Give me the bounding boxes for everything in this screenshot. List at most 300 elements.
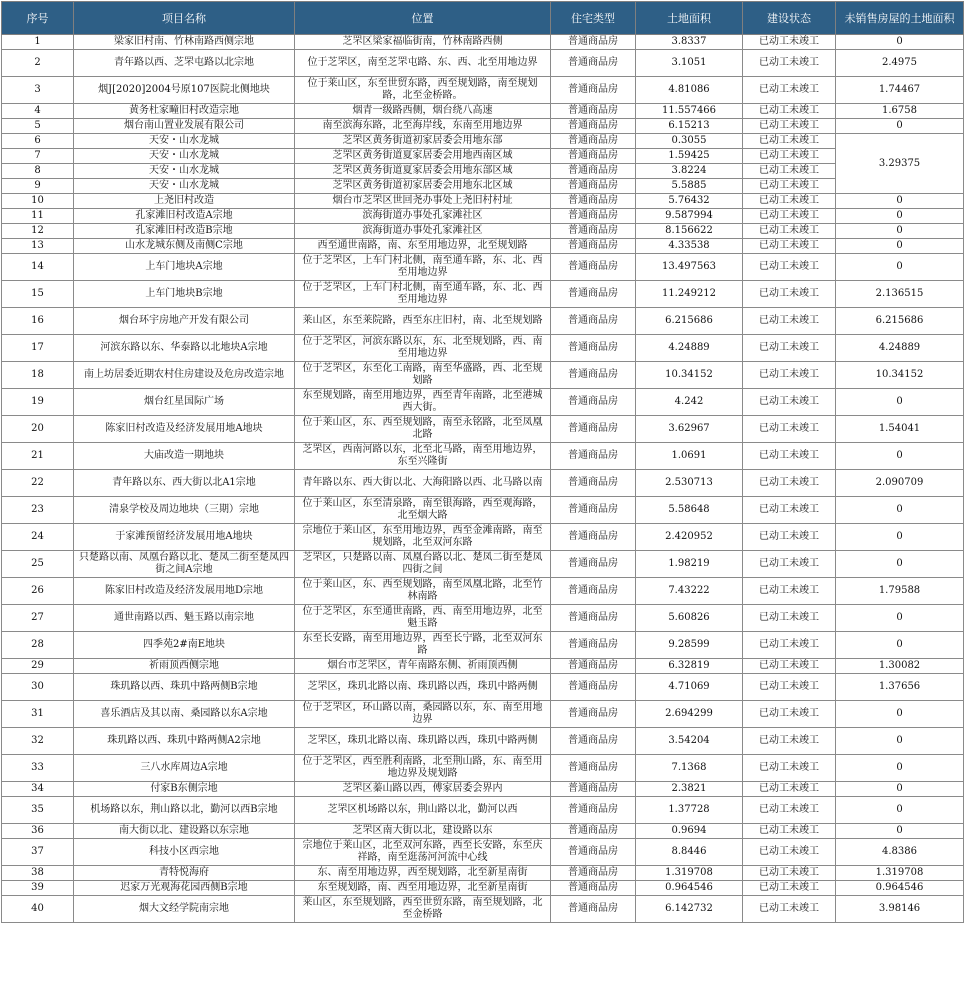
cell-type: 普通商品房	[551, 701, 636, 728]
cell-unsold: 0	[836, 443, 964, 470]
cell-no: 10	[2, 194, 74, 209]
cell-name: 黄务杜家疃旧村改造宗地	[74, 104, 295, 119]
cell-status: 已动工未竣工	[743, 824, 836, 839]
cell-area: 2.530713	[636, 470, 743, 497]
cell-unsold: 0	[836, 755, 964, 782]
cell-no: 20	[2, 416, 74, 443]
table-row	[2, 362, 964, 389]
cell-status: 已动工未竣工	[743, 179, 836, 194]
cell-type: 普通商品房	[551, 497, 636, 524]
cell-area: 13.497563	[636, 254, 743, 281]
cell-name: 四季苑2#南E地块	[74, 632, 295, 659]
cell-area: 2.694299	[636, 701, 743, 728]
cell-type: 普通商品房	[551, 254, 636, 281]
cell-area: 3.62967	[636, 416, 743, 443]
cell-area: 1.319708	[636, 866, 743, 881]
cell-type: 普通商品房	[551, 824, 636, 839]
cell-type: 普通商品房	[551, 839, 636, 866]
cell-type: 普通商品房	[551, 119, 636, 134]
cell-location: 位于莱山区，东、西至规划路，南至凤凰北路，北至竹林南路	[295, 578, 551, 605]
cell-location: 位于莱山区，东、西至规划路，南至永铭路，北至凤凰北路	[295, 416, 551, 443]
header-area: 土地面积	[636, 2, 743, 35]
header-no: 序号	[2, 2, 74, 35]
cell-unsold: 0	[836, 782, 964, 797]
cell-name: 山水龙城东侧及南侧C宗地	[74, 239, 295, 254]
cell-no: 28	[2, 632, 74, 659]
cell-area: 5.58648	[636, 497, 743, 524]
header-name: 项目名称	[74, 2, 295, 35]
cell-no: 6	[2, 134, 74, 149]
cell-status: 已动工未竣工	[743, 470, 836, 497]
cell-name: 南大街以北、建设路以东宗地	[74, 824, 295, 839]
table-row	[2, 497, 964, 524]
cell-area: 1.0691	[636, 443, 743, 470]
cell-no: 39	[2, 881, 74, 896]
cell-type: 普通商品房	[551, 239, 636, 254]
cell-area: 8.8446	[636, 839, 743, 866]
table-row	[2, 50, 964, 77]
cell-no: 37	[2, 839, 74, 866]
cell-no: 35	[2, 797, 74, 824]
cell-location: 莱山区，东至规划路，西至世贸东路，南至规划路，北至金桥路	[295, 896, 551, 923]
table-row	[2, 308, 964, 335]
cell-name: 大庙改造一期地块	[74, 443, 295, 470]
cell-name: 科技小区西宗地	[74, 839, 295, 866]
cell-location: 滨海街道办事处孔家滩社区	[295, 224, 551, 239]
table-row	[2, 578, 964, 605]
cell-location: 东至长安路，南至用地边界，西至长宁路，北至双河东路	[295, 632, 551, 659]
cell-no: 17	[2, 335, 74, 362]
cell-area: 1.98219	[636, 551, 743, 578]
cell-no: 25	[2, 551, 74, 578]
cell-name: 天安・山水龙城	[74, 149, 295, 164]
cell-area: 0.964546	[636, 881, 743, 896]
table-row	[2, 605, 964, 632]
cell-no: 14	[2, 254, 74, 281]
table-row	[2, 782, 964, 797]
cell-type: 普通商品房	[551, 209, 636, 224]
cell-unsold: 0	[836, 194, 964, 209]
cell-no: 2	[2, 50, 74, 77]
cell-unsold: 0.964546	[836, 881, 964, 896]
cell-status: 已动工未竣工	[743, 866, 836, 881]
cell-name: 上车门地块B宗地	[74, 281, 295, 308]
cell-unsold: 10.34152	[836, 362, 964, 389]
table-row	[2, 443, 964, 470]
cell-status: 已动工未竣工	[743, 35, 836, 50]
cell-type: 普通商品房	[551, 77, 636, 104]
table-row	[2, 164, 964, 179]
cell-area: 5.5885	[636, 179, 743, 194]
cell-type: 普通商品房	[551, 896, 636, 923]
cell-location: 位于芝罘区，南至芝罘屯路、东、西、北至用地边界	[295, 50, 551, 77]
cell-name: 天安・山水龙城	[74, 164, 295, 179]
cell-status: 已动工未竣工	[743, 896, 836, 923]
cell-type: 普通商品房	[551, 443, 636, 470]
table-row	[2, 119, 964, 134]
cell-no: 30	[2, 674, 74, 701]
cell-name: 珠玑路以西、珠玑中路两侧B宗地	[74, 674, 295, 701]
cell-location: 位于芝罘区，环山路以南，桑园路以东，东、南至用地边界	[295, 701, 551, 728]
cell-type: 普通商品房	[551, 674, 636, 701]
cell-location: 位于芝罘区，东至化工南路，南至华盛路，西、北至规划路	[295, 362, 551, 389]
cell-area: 4.71069	[636, 674, 743, 701]
cell-location: 位于芝罘区，河滨东路以东，东、北至规划路，西、南至用地边界	[295, 335, 551, 362]
header-location: 位置	[295, 2, 551, 35]
cell-type: 普通商品房	[551, 755, 636, 782]
cell-name: 烟台红星国际广场	[74, 389, 295, 416]
cell-status: 已动工未竣工	[743, 839, 836, 866]
cell-no: 34	[2, 782, 74, 797]
cell-unsold: 3.98146	[836, 896, 964, 923]
cell-name: 迟家万光观海花园西侧B宗地	[74, 881, 295, 896]
cell-name: 只楚路以南、凤凰台路以北、楚凤二街至楚凤四街之间A宗地	[74, 551, 295, 578]
table-body	[2, 35, 964, 923]
table-row	[2, 149, 964, 164]
cell-location: 芝罘区，只楚路以南、凤凰台路以北、楚凤二街至楚凤四街之间	[295, 551, 551, 578]
cell-status: 已动工未竣工	[743, 209, 836, 224]
table-row	[2, 839, 964, 866]
cell-type: 普通商品房	[551, 416, 636, 443]
cell-status: 已动工未竣工	[743, 728, 836, 755]
cell-type: 普通商品房	[551, 179, 636, 194]
cell-name: 孔家滩旧村改造B宗地	[74, 224, 295, 239]
cell-no: 4	[2, 104, 74, 119]
cell-unsold: 0	[836, 524, 964, 551]
cell-name: 通世南路以西、魁玉路以南宗地	[74, 605, 295, 632]
cell-name: 烟台环宇房地产开发有限公司	[74, 308, 295, 335]
cell-area: 0.3055	[636, 134, 743, 149]
cell-location: 位于芝罘区，上车门村北侧，南至通车路，东、北、西至用地边界	[295, 254, 551, 281]
cell-location: 东、南至用地边界，西至规划路，北至新星南街	[295, 866, 551, 881]
cell-no: 16	[2, 308, 74, 335]
cell-location: 芝罘区黄务街道初家居委会用地东北区域	[295, 179, 551, 194]
cell-status: 已动工未竣工	[743, 50, 836, 77]
cell-no: 40	[2, 896, 74, 923]
cell-status: 已动工未竣工	[743, 578, 836, 605]
cell-location: 位于莱山区，东至世贸东路，西至规划路，南至规划路，北至金桥路。	[295, 77, 551, 104]
cell-area: 5.60826	[636, 605, 743, 632]
cell-area: 7.1368	[636, 755, 743, 782]
cell-location: 芝罘区黄务街道夏家居委会用地西南区域	[295, 149, 551, 164]
cell-area: 7.43222	[636, 578, 743, 605]
cell-unsold: 1.79588	[836, 578, 964, 605]
cell-status: 已动工未竣工	[743, 443, 836, 470]
cell-no: 33	[2, 755, 74, 782]
cell-location: 芝罘区，珠玑北路以南、珠玑路以西，珠玑中路两侧	[295, 728, 551, 755]
cell-location: 位于芝罘区，西至胜利南路，北至荆山路，东、南至用地边界及规划路	[295, 755, 551, 782]
cell-unsold: 0	[836, 209, 964, 224]
cell-type: 普通商品房	[551, 389, 636, 416]
cell-location: 芝罘区，西南河路以东，北至北马路，南至用地边界，东至兴隆街	[295, 443, 551, 470]
table-row	[2, 77, 964, 104]
cell-location: 宗地位于莱山区，北至双河东路，西至长安路，东至庆祥路，南至逛荡河河流中心线	[295, 839, 551, 866]
cell-type: 普通商品房	[551, 524, 636, 551]
cell-unsold: 0	[836, 497, 964, 524]
cell-name: 青年路以东、西大街以北A1宗地	[74, 470, 295, 497]
cell-unsold: 1.30082	[836, 659, 964, 674]
cell-type: 普通商品房	[551, 104, 636, 119]
cell-name: 青年路以西、芝罘屯路以北宗地	[74, 50, 295, 77]
cell-name: 上尧旧村改造	[74, 194, 295, 209]
cell-no: 9	[2, 179, 74, 194]
cell-status: 已动工未竣工	[743, 632, 836, 659]
cell-no: 7	[2, 149, 74, 164]
cell-location: 西至通世南路，南、东至用地边界，北至规划路	[295, 239, 551, 254]
cell-no: 23	[2, 497, 74, 524]
cell-status: 已动工未竣工	[743, 254, 836, 281]
cell-name: 烟大文经学院南宗地	[74, 896, 295, 923]
cell-unsold: 2.090709	[836, 470, 964, 497]
cell-no: 26	[2, 578, 74, 605]
cell-type: 普通商品房	[551, 470, 636, 497]
table-row	[2, 674, 964, 701]
cell-location: 芝罘区蓁山路以西，傅家居委会界内	[295, 782, 551, 797]
cell-no: 21	[2, 443, 74, 470]
cell-type: 普通商品房	[551, 194, 636, 209]
cell-area: 9.587994	[636, 209, 743, 224]
cell-no: 15	[2, 281, 74, 308]
cell-area: 0.9694	[636, 824, 743, 839]
table-row	[2, 632, 964, 659]
cell-status: 已动工未竣工	[743, 104, 836, 119]
table-row	[2, 524, 964, 551]
cell-type: 普通商品房	[551, 659, 636, 674]
table-row	[2, 824, 964, 839]
cell-type: 普通商品房	[551, 308, 636, 335]
table-row	[2, 659, 964, 674]
cell-no: 18	[2, 362, 74, 389]
cell-area: 10.34152	[636, 362, 743, 389]
cell-unsold: 0	[836, 605, 964, 632]
cell-status: 已动工未竣工	[743, 362, 836, 389]
cell-name: 付家B东侧宗地	[74, 782, 295, 797]
table-row	[2, 701, 964, 728]
cell-location: 芝罘区黄务街道初家居委会用地东部	[295, 134, 551, 149]
cell-unsold: 0	[836, 797, 964, 824]
cell-area: 6.142732	[636, 896, 743, 923]
cell-type: 普通商品房	[551, 149, 636, 164]
cell-status: 已动工未竣工	[743, 755, 836, 782]
cell-status: 已动工未竣工	[743, 335, 836, 362]
cell-name: 南上坊居委近期农村住房建设及危房改造宗地	[74, 362, 295, 389]
table-row	[2, 896, 964, 923]
cell-unsold: 2.4975	[836, 50, 964, 77]
table-row	[2, 239, 964, 254]
cell-status: 已动工未竣工	[743, 239, 836, 254]
cell-status: 已动工未竣工	[743, 149, 836, 164]
cell-status: 已动工未竣工	[743, 224, 836, 239]
table-row	[2, 179, 964, 194]
cell-unsold: 0	[836, 35, 964, 50]
cell-area: 11.249212	[636, 281, 743, 308]
cell-unsold: 0	[836, 254, 964, 281]
table-row	[2, 551, 964, 578]
cell-no: 32	[2, 728, 74, 755]
cell-name: 陈家旧村改造及经济发展用地A地块	[74, 416, 295, 443]
cell-unsold: 1.37656	[836, 674, 964, 701]
cell-status: 已动工未竣工	[743, 77, 836, 104]
cell-name: 梁家旧村南、竹林南路西侧宗地	[74, 35, 295, 50]
cell-status: 已动工未竣工	[743, 497, 836, 524]
cell-area: 4.81086	[636, 77, 743, 104]
cell-name: 天安・山水龙城	[74, 134, 295, 149]
cell-unsold: 0	[836, 551, 964, 578]
cell-name: 河滨东路以东、华泰路以北地块A宗地	[74, 335, 295, 362]
cell-area: 6.32819	[636, 659, 743, 674]
cell-unsold: 6.215686	[836, 308, 964, 335]
land-table	[1, 1, 964, 923]
cell-status: 已动工未竣工	[743, 674, 836, 701]
cell-name: 珠玑路以西、珠玑中路两侧A2宗地	[74, 728, 295, 755]
cell-location: 宗地位于莱山区，东至用地边界，西至金滩南路，南至规划路，北至双河东路	[295, 524, 551, 551]
cell-unsold: 1.6758	[836, 104, 964, 119]
cell-unsold: 1.319708	[836, 866, 964, 881]
cell-unsold: 0	[836, 824, 964, 839]
cell-status: 已动工未竣工	[743, 797, 836, 824]
cell-area: 9.28599	[636, 632, 743, 659]
table-row	[2, 881, 964, 896]
cell-unsold: 0	[836, 239, 964, 254]
cell-unsold: 0	[836, 224, 964, 239]
cell-type: 普通商品房	[551, 335, 636, 362]
cell-status: 已动工未竣工	[743, 389, 836, 416]
cell-type: 普通商品房	[551, 797, 636, 824]
header-type: 住宅类型	[551, 2, 636, 35]
cell-area: 11.557466	[636, 104, 743, 119]
cell-unsold: 0	[836, 632, 964, 659]
cell-name: 于家滩预留经济发展用地A地块	[74, 524, 295, 551]
cell-no: 1	[2, 35, 74, 50]
cell-location: 位于芝罘区，上车门村北侧，南至通车路，东、北、西至用地边界	[295, 281, 551, 308]
table-row	[2, 416, 964, 443]
cell-type: 普通商品房	[551, 578, 636, 605]
cell-no: 24	[2, 524, 74, 551]
cell-status: 已动工未竣工	[743, 524, 836, 551]
table-row	[2, 728, 964, 755]
cell-area: 5.76432	[636, 194, 743, 209]
cell-area: 3.8224	[636, 164, 743, 179]
cell-type: 普通商品房	[551, 632, 636, 659]
cell-type: 普通商品房	[551, 728, 636, 755]
cell-status: 已动工未竣工	[743, 881, 836, 896]
cell-area: 2.3821	[636, 782, 743, 797]
cell-unsold: 1.74467	[836, 77, 964, 104]
cell-location: 烟台市芝罘区世回尧办事处上尧旧村村址	[295, 194, 551, 209]
cell-type: 普通商品房	[551, 50, 636, 77]
cell-status: 已动工未竣工	[743, 701, 836, 728]
cell-location: 南至滨海东路，北至海岸线，东南至用地边界	[295, 119, 551, 134]
cell-status: 已动工未竣工	[743, 194, 836, 209]
cell-unsold: 0	[836, 119, 964, 134]
cell-unsold: 0	[836, 389, 964, 416]
cell-location: 芝罘区黄务街道夏家居委会用地东部区域	[295, 164, 551, 179]
cell-status: 已动工未竣工	[743, 134, 836, 149]
table-row	[2, 209, 964, 224]
cell-area: 3.1051	[636, 50, 743, 77]
cell-status: 已动工未竣工	[743, 119, 836, 134]
table-row	[2, 335, 964, 362]
cell-name: 三八水库周边A宗地	[74, 755, 295, 782]
header-row	[2, 2, 964, 35]
cell-location: 芝罘区梁家福临街南，竹林南路西侧	[295, 35, 551, 50]
cell-unsold: 4.8386	[836, 839, 964, 866]
table-row	[2, 35, 964, 50]
cell-unsold: 0	[836, 728, 964, 755]
header-status: 建设状态	[743, 2, 836, 35]
header-unsold: 未销售房屋的土地面积	[836, 2, 964, 35]
cell-unsold: 2.136515	[836, 281, 964, 308]
cell-location: 位于莱山区，东至清泉路，南至银海路，西至观海路，北至烟大路	[295, 497, 551, 524]
cell-no: 12	[2, 224, 74, 239]
cell-location: 滨海街道办事处孔家滩社区	[295, 209, 551, 224]
cell-type: 普通商品房	[551, 134, 636, 149]
cell-area: 3.54204	[636, 728, 743, 755]
cell-status: 已动工未竣工	[743, 416, 836, 443]
table-row	[2, 224, 964, 239]
table-row	[2, 104, 964, 119]
cell-location: 东至规划路，南、西至用地边界，北至新星南街	[295, 881, 551, 896]
cell-name: 天安・山水龙城	[74, 179, 295, 194]
cell-no: 5	[2, 119, 74, 134]
cell-name: 祈雨顶西侧宗地	[74, 659, 295, 674]
table-row	[2, 254, 964, 281]
cell-status: 已动工未竣工	[743, 164, 836, 179]
cell-area: 2.420952	[636, 524, 743, 551]
cell-area: 8.156622	[636, 224, 743, 239]
cell-area: 1.37728	[636, 797, 743, 824]
cell-name: 上车门地块A宗地	[74, 254, 295, 281]
cell-type: 普通商品房	[551, 35, 636, 50]
cell-type: 普通商品房	[551, 605, 636, 632]
cell-type: 普通商品房	[551, 881, 636, 896]
cell-name: 孔家滩旧村改造A宗地	[74, 209, 295, 224]
cell-no: 19	[2, 389, 74, 416]
cell-area: 4.33538	[636, 239, 743, 254]
cell-area: 3.8337	[636, 35, 743, 50]
cell-type: 普通商品房	[551, 362, 636, 389]
cell-no: 3	[2, 77, 74, 104]
cell-no: 36	[2, 824, 74, 839]
cell-status: 已动工未竣工	[743, 659, 836, 674]
table-row	[2, 797, 964, 824]
table-row	[2, 281, 964, 308]
cell-name: 喜乐酒店及其以南、桑园路以东A宗地	[74, 701, 295, 728]
cell-no: 8	[2, 164, 74, 179]
cell-name: 机场路以东，荆山路以北，勤河以西B宗地	[74, 797, 295, 824]
cell-unsold: 0	[836, 701, 964, 728]
cell-area: 6.15213	[636, 119, 743, 134]
cell-area: 1.59425	[636, 149, 743, 164]
cell-area: 4.242	[636, 389, 743, 416]
cell-name: 陈家旧村改造及经济发展用地D宗地	[74, 578, 295, 605]
cell-type: 普通商品房	[551, 224, 636, 239]
cell-no: 27	[2, 605, 74, 632]
cell-status: 已动工未竣工	[743, 308, 836, 335]
cell-no: 13	[2, 239, 74, 254]
table-row	[2, 194, 964, 209]
cell-name: 烟台南山置业发展有限公司	[74, 119, 295, 134]
cell-type: 普通商品房	[551, 281, 636, 308]
cell-unsold: 1.54041	[836, 416, 964, 443]
cell-name: 烟J[2020]2004号原107医院北侧地块	[74, 77, 295, 104]
cell-status: 已动工未竣工	[743, 782, 836, 797]
cell-type: 普通商品房	[551, 866, 636, 881]
cell-no: 11	[2, 209, 74, 224]
cell-type: 普通商品房	[551, 164, 636, 179]
cell-name: 清泉学校及周边地块（三期）宗地	[74, 497, 295, 524]
cell-no: 29	[2, 659, 74, 674]
